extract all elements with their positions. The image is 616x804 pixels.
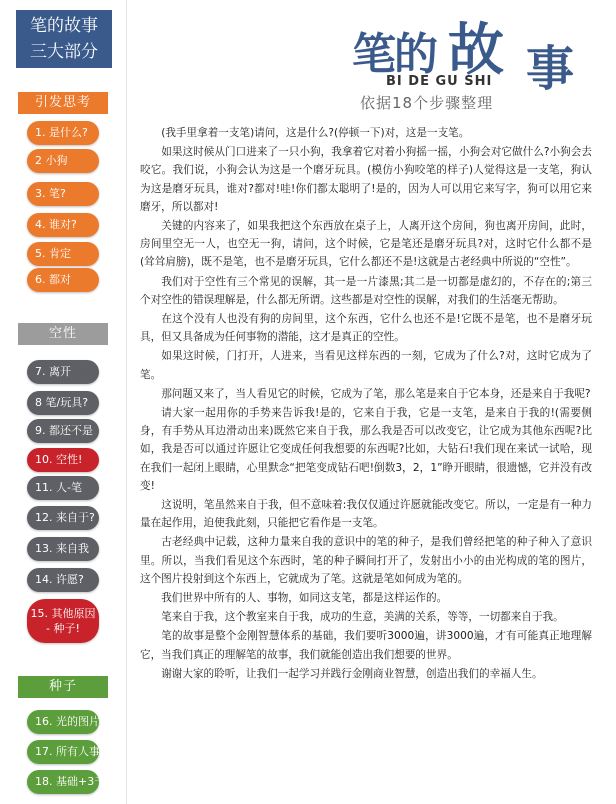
paragraph: 古老经典中记载，这种力量来自我的意识中的笔的种子，是我们曾经把笔的种子种入了意识里。所以，当我们看见这个东西时，笔的种子瞬间打开了，发射出小小的由光构成的笔的图片，这个图片投射到这个东西上，它就成为了笔。这就是笔如何成为笔的。 bbox=[140, 536, 592, 585]
paragraph: 如果这时候，门打开，人进来，当看见这样东西的一刻，它成为了什么?对，这时它成为了笔。 bbox=[140, 350, 592, 381]
paragraph: 在这个没有人也没有狗的房间里，这个东西，它什么也还不是!它既不是笔，也不是磨牙玩具，但又具备成为任何事物的潜能，这才是真正的空性。 bbox=[140, 313, 592, 344]
paragraph: 关键的内容来了，如果我把这个东西放在桌子上，人离开这个房间，狗也离开房间，此时，房间里空无一人，也空无一狗，请问，这个时候，它是笔还是磨牙玩具?对，这时它什么都不是(耸耸肩膀)，既不是笔，也不是磨牙玩具，它什么都还不是!这就是古老经典中所说的“空性”。 bbox=[140, 220, 592, 269]
logo-text-part3: 事 bbox=[526, 41, 575, 97]
nav-item-16[interactable]: 16. 光的图片 bbox=[27, 710, 99, 734]
article-body bbox=[140, 124, 592, 684]
sidebar-title-line2: 三大部分 bbox=[30, 42, 98, 62]
nav-item-8[interactable]: 8 笔/玩具? bbox=[27, 391, 99, 415]
nav-item-3[interactable]: 3. 笔? bbox=[27, 182, 99, 206]
paragraph: 笔来自于我，这个教室来自于我，成功的生意，美满的关系，等等，一切都来自于我。 bbox=[161, 611, 564, 624]
page-subtitle: 依据18个步骤整理 bbox=[360, 94, 494, 112]
nav-item-17[interactable]: 17. 所有人事物 bbox=[27, 740, 99, 764]
logo-text-part2: 故 bbox=[448, 17, 504, 83]
nav-item-12[interactable]: 12. 来自于? bbox=[27, 506, 99, 530]
sidebar-title-line1: 笔的故事 bbox=[30, 16, 98, 36]
section-header-seeds: 种子 bbox=[18, 676, 108, 698]
logo-text-part1: 笔的 bbox=[352, 29, 436, 80]
nav-item-13[interactable]: 13. 来自我 bbox=[27, 537, 99, 561]
nav-item-15[interactable]: 15. 其他原因 - 种子! bbox=[27, 599, 99, 643]
nav-item-1[interactable]: 1. 是什么? bbox=[27, 121, 99, 145]
paragraph: 笔的故事是整个金刚智慧体系的基础，我们要听3000遍，讲3000遍，才有可能真正地理解它，当我们真正的理解笔的故事，我们就能创造出我们想要的世界。 bbox=[140, 630, 592, 661]
section-header-inspire: 引发思考 bbox=[18, 92, 108, 114]
nav-item-18[interactable]: 18. 基础+3千次 bbox=[27, 770, 99, 794]
nav-item-6[interactable]: 6. 都对 bbox=[27, 268, 99, 292]
nav-item-2[interactable]: 2 小狗 bbox=[27, 149, 99, 173]
paragraph: 这说明，笔虽然来自于我，但不意味着:我仅仅通过许愿就能改变它。所以，一定是有一种力量在起作用，迫使我此刻，只能把它看作是一支笔。 bbox=[140, 499, 592, 530]
nav-item-14[interactable]: 14. 许愿? bbox=[27, 568, 99, 592]
paragraph: 谢谢大家的聆听，让我们一起学习并践行金刚商业智慧，创造出我们的幸福人生。 bbox=[161, 667, 543, 680]
nav-item-11[interactable]: 11. 人-笔 bbox=[27, 476, 99, 500]
paragraph: 我们对于空性有三个常见的误解，其一是一片漆黑;其二是一切都是虚幻的，不存在的;第三个对空性的错误理解是，什么都无所谓。这些都是对空性的误解，对我们的生活毫无帮助。 bbox=[140, 275, 592, 306]
nav-item-9[interactable]: 9. 都还不是 bbox=[27, 419, 99, 443]
sidebar-title bbox=[16, 10, 112, 68]
section-header-emptiness: 空性 bbox=[18, 323, 108, 345]
paragraph: 如果这时候从门口进来了一只小狗，我拿着它对着小狗摇一摇，小狗会对它做什么?小狗会去咬它。我们说，小狗会认为这是一个磨牙玩具。(模仿小狗咬笔的样子)人觉得这是一支笔，狗认为这是磨牙玩具，谁对?都对!哇!你们都太聪明了!是的，因为人可以用它来写字，狗可以用它来磨牙，所以都对! bbox=[140, 146, 592, 213]
paragraph: 我们世界中所有的人、事物，如同这支笔，都是这样运作的。 bbox=[161, 592, 448, 605]
page-header bbox=[330, 4, 610, 116]
sidebar bbox=[0, 0, 127, 804]
paragraph: (我手里拿着一支笔)请问，这是什么?(停顿一下)对，这是一支笔。 bbox=[161, 127, 470, 139]
nav-item-5[interactable]: 5. 肯定 bbox=[27, 242, 99, 266]
logo-pinyin: BI DE GU SHI bbox=[386, 74, 493, 89]
nav-item-7[interactable]: 7. 离开 bbox=[27, 360, 99, 384]
nav-item-4[interactable]: 4. 谁对? bbox=[27, 213, 99, 237]
paragraph: 请大家一起用你的手势来告诉我!是的，它来自于我，它是一支笔，是来自于我的!(需要侧身，有手势从耳边滑动出来)既然它来自于我，那么我是否可以改变它，让它成为其他东西呢?比如，我是否可以通过许愿让它变成任何我想要的东西呢?比如，大钻石!我们现在来试一试哈，现在我们一起闭上眼睛，心里默念“把笔变成钻石吧!倒数3，2，1”睁开眼睛，很遗憾，它并没有改变! bbox=[140, 407, 592, 492]
paragraph: 那问题又来了，当人看见它的时候，它成为了笔，那么笔是来自于它本身，还是来自于我呢? bbox=[161, 387, 591, 400]
nav-item-10[interactable]: 10. 空性! bbox=[27, 448, 99, 472]
